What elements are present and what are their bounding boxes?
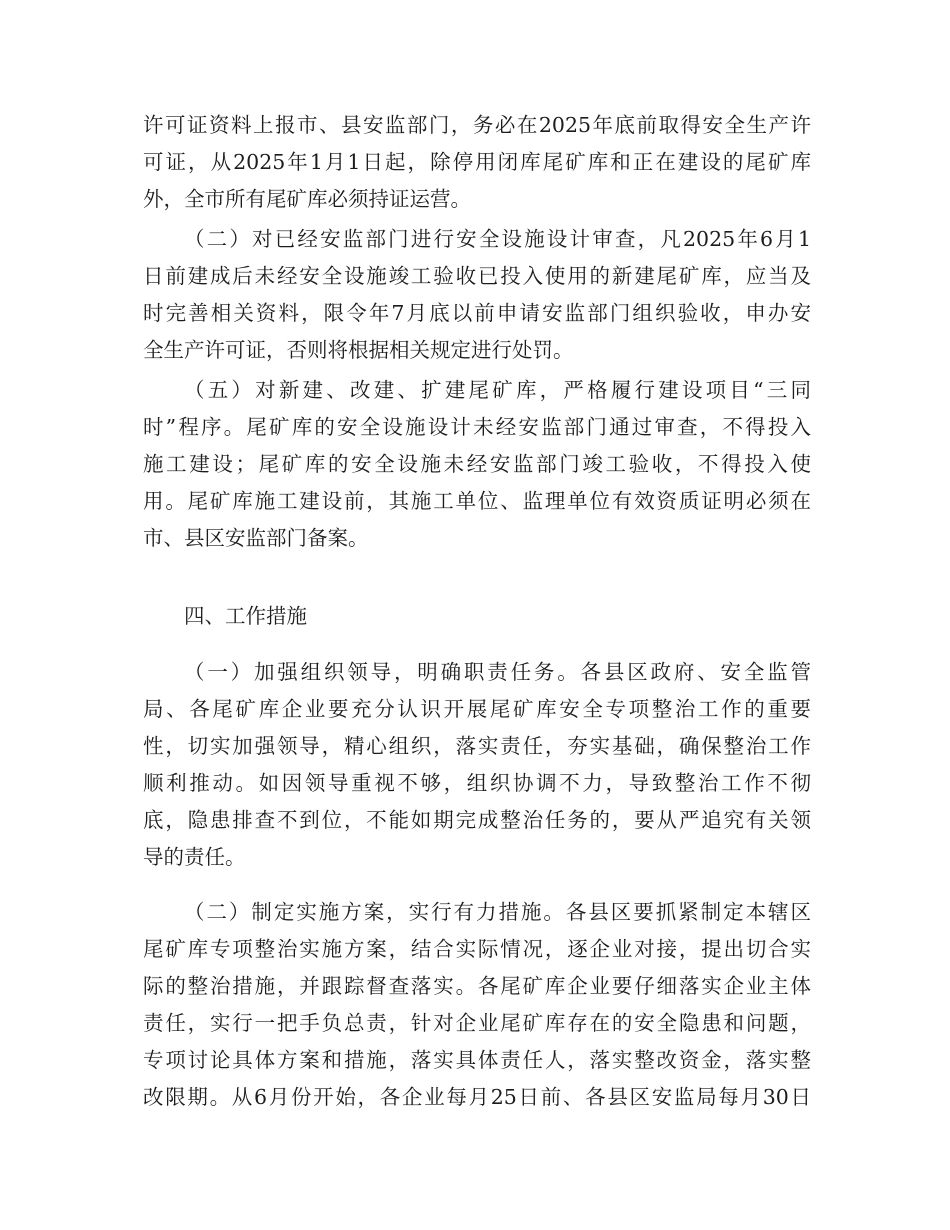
paragraph-line: 专项讨论具体方案和措施，落实具体责任人，落实整改资金，落实整 [143,1048,811,1072]
paragraph-design-review [143,221,811,369]
paragraph-line: （五）对新建、改建、扩建尾矿库，严格履行建设项目“三同 [184,378,811,402]
section-heading: 四、工作措施 [184,604,307,628]
paragraph-line: 时完善相关资料，限令年7月底以前申请安监部门组织验收，申办安 [143,301,811,325]
paragraph-line: 改限期。从6月份开始，各企业每月25日前、各县区安监局每月30日 [143,1085,811,1109]
paragraph-line: 施工建设；尾矿库的安全设施未经安监部门竣工验收，不得投入使 [143,452,811,476]
paragraph-license-deadline [143,107,811,218]
paragraph-line: 全生产许可证，否则将根据相关规定进行处罚。 [143,338,574,362]
paragraph-organization-leadership [143,654,811,876]
paragraph-line: 导的责任。 [143,845,246,869]
paragraph-line: 顺利推动。如因领导重视不够，组织协调不力，导致整治工作不彻 [143,771,811,795]
section-heading-work-measures [143,598,811,635]
paragraph-line: （一）加强组织领导，明确职责任务。各县区政府、安全监管 [184,660,811,684]
paragraph-line: 市、县区安监部门备案。 [143,526,369,550]
paragraph-line: 用。尾矿库施工建设前，其施工单位、监理单位有效资质证明必须在 [143,489,811,513]
paragraph-line: 底，隐患排查不到位，不能如期完成整治任务的，要从严追究有关领 [143,808,811,832]
paragraph-implementation-plan [143,894,811,1116]
paragraph-line: 外，全市所有尾矿库必须持证运营。 [143,187,471,211]
paragraph-line: 性，切实加强领导，精心组织，落实责任，夯实基础，确保整治工作 [143,734,811,758]
paragraph-line: 责任，实行一把手负总责，针对企业尾矿库存在的安全隐患和问题， [143,1011,811,1035]
paragraph-line: 日前建成后未经安全设施竣工验收已投入使用的新建尾矿库，应当及 [143,264,811,288]
paragraph-line: 时”程序。尾矿库的安全设施设计未经安监部门通过审查，不得投入 [143,415,811,439]
paragraph-line: 际的整治措施，并跟踪督查落实。各尾矿库企业要仔细落实企业主体 [143,974,811,998]
paragraph-line: （二）对已经安监部门进行安全设施设计审查，凡2025年6月1 [184,227,811,251]
paragraph-line: 许可证资料上报市、县安监部门，务必在2025年底前取得安全生产许 [143,113,811,137]
paragraph-line: 尾矿库专项整治实施方案，结合实际情况，逐企业对接，提出切合实 [143,937,811,961]
paragraph-three-simultaneous [143,372,811,557]
paragraph-line: 局、各尾矿库企业要充分认识开展尾矿库安全专项整治工作的重要 [143,697,811,721]
paragraph-line: （二）制定实施方案，实行有力措施。各县区要抓紧制定本辖区 [184,900,811,924]
paragraph-line: 可证，从2025年1月1日起，除停用闭库尾矿库和正在建设的尾矿库 [143,150,811,174]
